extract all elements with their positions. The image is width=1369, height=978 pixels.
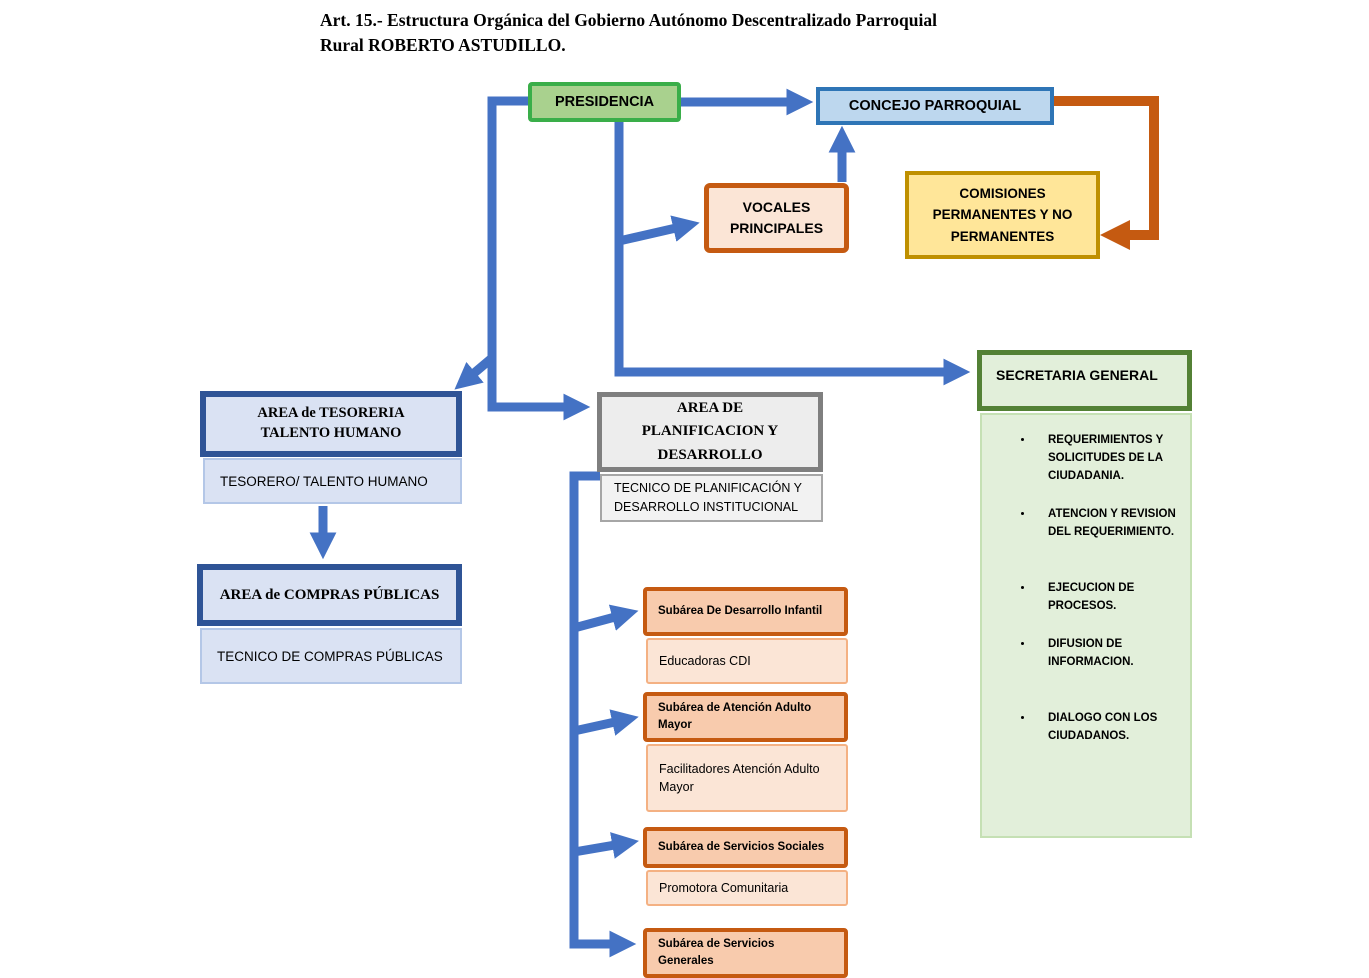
secretaria-general-box <box>977 350 1192 411</box>
educadoras-cdi-staff-label: Educadoras CDI <box>659 653 751 668</box>
connector-spine-desarrollo-infantil <box>574 617 615 628</box>
subarea-servicios-sociales-box <box>643 827 848 868</box>
secretaria-function-item: • DIALOGO CON LOS CIUDADANOS. <box>1034 709 1176 745</box>
planificacion-area-box <box>597 392 823 472</box>
vocales-principales-box <box>704 183 849 253</box>
secretaria-function-item: • EJECUCION DE PROCESOS. <box>1034 579 1176 615</box>
secretaria-functions-box <box>980 413 1192 838</box>
educadoras-cdi-staff-box <box>646 638 848 684</box>
tecnico-planificacion-staff-label: TECNICO DE PLANIFICACIÓN Y DESARROLLO INSTITUCIONAL <box>614 481 802 514</box>
secretaria-function-item: • DIFUSION DE INFORMACION. <box>1034 635 1176 671</box>
page-title: Art. 15.- Estructura Orgánica del Gobierno Autónomo Descentralizado Parroquial Rural ROBERTO ASTUDILLO. <box>320 10 937 55</box>
connector-spine-adulto-mayor <box>574 722 615 731</box>
subarea-servicios-generales-box <box>643 928 848 978</box>
secretaria-function-item: • ATENCION Y REVISION DEL REQUERIMIENTO. <box>1034 505 1176 541</box>
compras-publicas-area-label: AREA de COMPRAS PÚBLICAS <box>219 586 440 603</box>
subarea-adulto-mayor-box <box>643 692 848 742</box>
tesoreria-area-box <box>200 391 462 457</box>
subarea-desarrollo-infantil-label: Subárea De Desarrollo Infantil <box>658 604 823 617</box>
compras-publicas-area-box <box>197 564 462 626</box>
secretaria-functions-list <box>982 415 1190 745</box>
secretaria-function-item: • REQUERIMIENTOS Y SOLICITUDES DE LA CIUDADANIA. <box>1034 431 1176 485</box>
facilitadores-staff-label: Facilitadores Atención Adulto Mayor <box>659 761 820 794</box>
comisiones-label: COMISIONES PERMANENTES Y NO PERMANENTES <box>932 185 1073 244</box>
tesorero-staff-box <box>203 458 462 504</box>
presidencia-box <box>528 82 681 122</box>
tecnico-planificacion-staff-box <box>600 474 823 522</box>
tecnico-compras-staff-box <box>200 628 462 684</box>
tesorero-staff-label: TESORERO/ TALENTO HUMANO <box>220 473 428 489</box>
subarea-servicios-sociales-label: Subárea de Servicios Sociales <box>658 840 825 853</box>
concejo-parroquial-label: CONCEJO PARROQUIAL <box>848 98 1022 114</box>
tecnico-compras-staff-label: TECNICO DE COMPRAS PÚBLICAS <box>217 648 443 664</box>
vocales-principales-label: VOCALES PRINCIPALES <box>729 199 824 236</box>
facilitadores-staff-box <box>646 744 848 812</box>
planificacion-area-label: AREA DE PLANIFICACION Y DESARROLLO <box>641 400 779 463</box>
promotora-staff-box <box>646 870 848 906</box>
comisiones-box <box>905 171 1100 259</box>
promotora-staff-label: Promotora Comunitaria <box>659 880 789 895</box>
subarea-adulto-mayor-label: Subárea de Atención Adulto Mayor <box>658 701 812 731</box>
connector-spine-servicios-sociales <box>574 845 615 852</box>
concejo-parroquial-box <box>816 87 1054 125</box>
subarea-servicios-generales-label: Subárea de Servicios Generales <box>658 937 775 967</box>
secretaria-general-label: SECRETARIA GENERAL <box>996 367 1158 383</box>
subarea-desarrollo-infantil-box <box>643 587 848 636</box>
presidencia-label: PRESIDENCIA <box>554 94 655 110</box>
connector-planificacion-subareas-spine <box>574 476 612 944</box>
connector-presidencia-vocales <box>619 228 676 241</box>
tesoreria-area-label: AREA de TESORERIA TALENTO HUMANO <box>257 405 405 441</box>
connector-presidencia-planificacion <box>492 101 566 407</box>
